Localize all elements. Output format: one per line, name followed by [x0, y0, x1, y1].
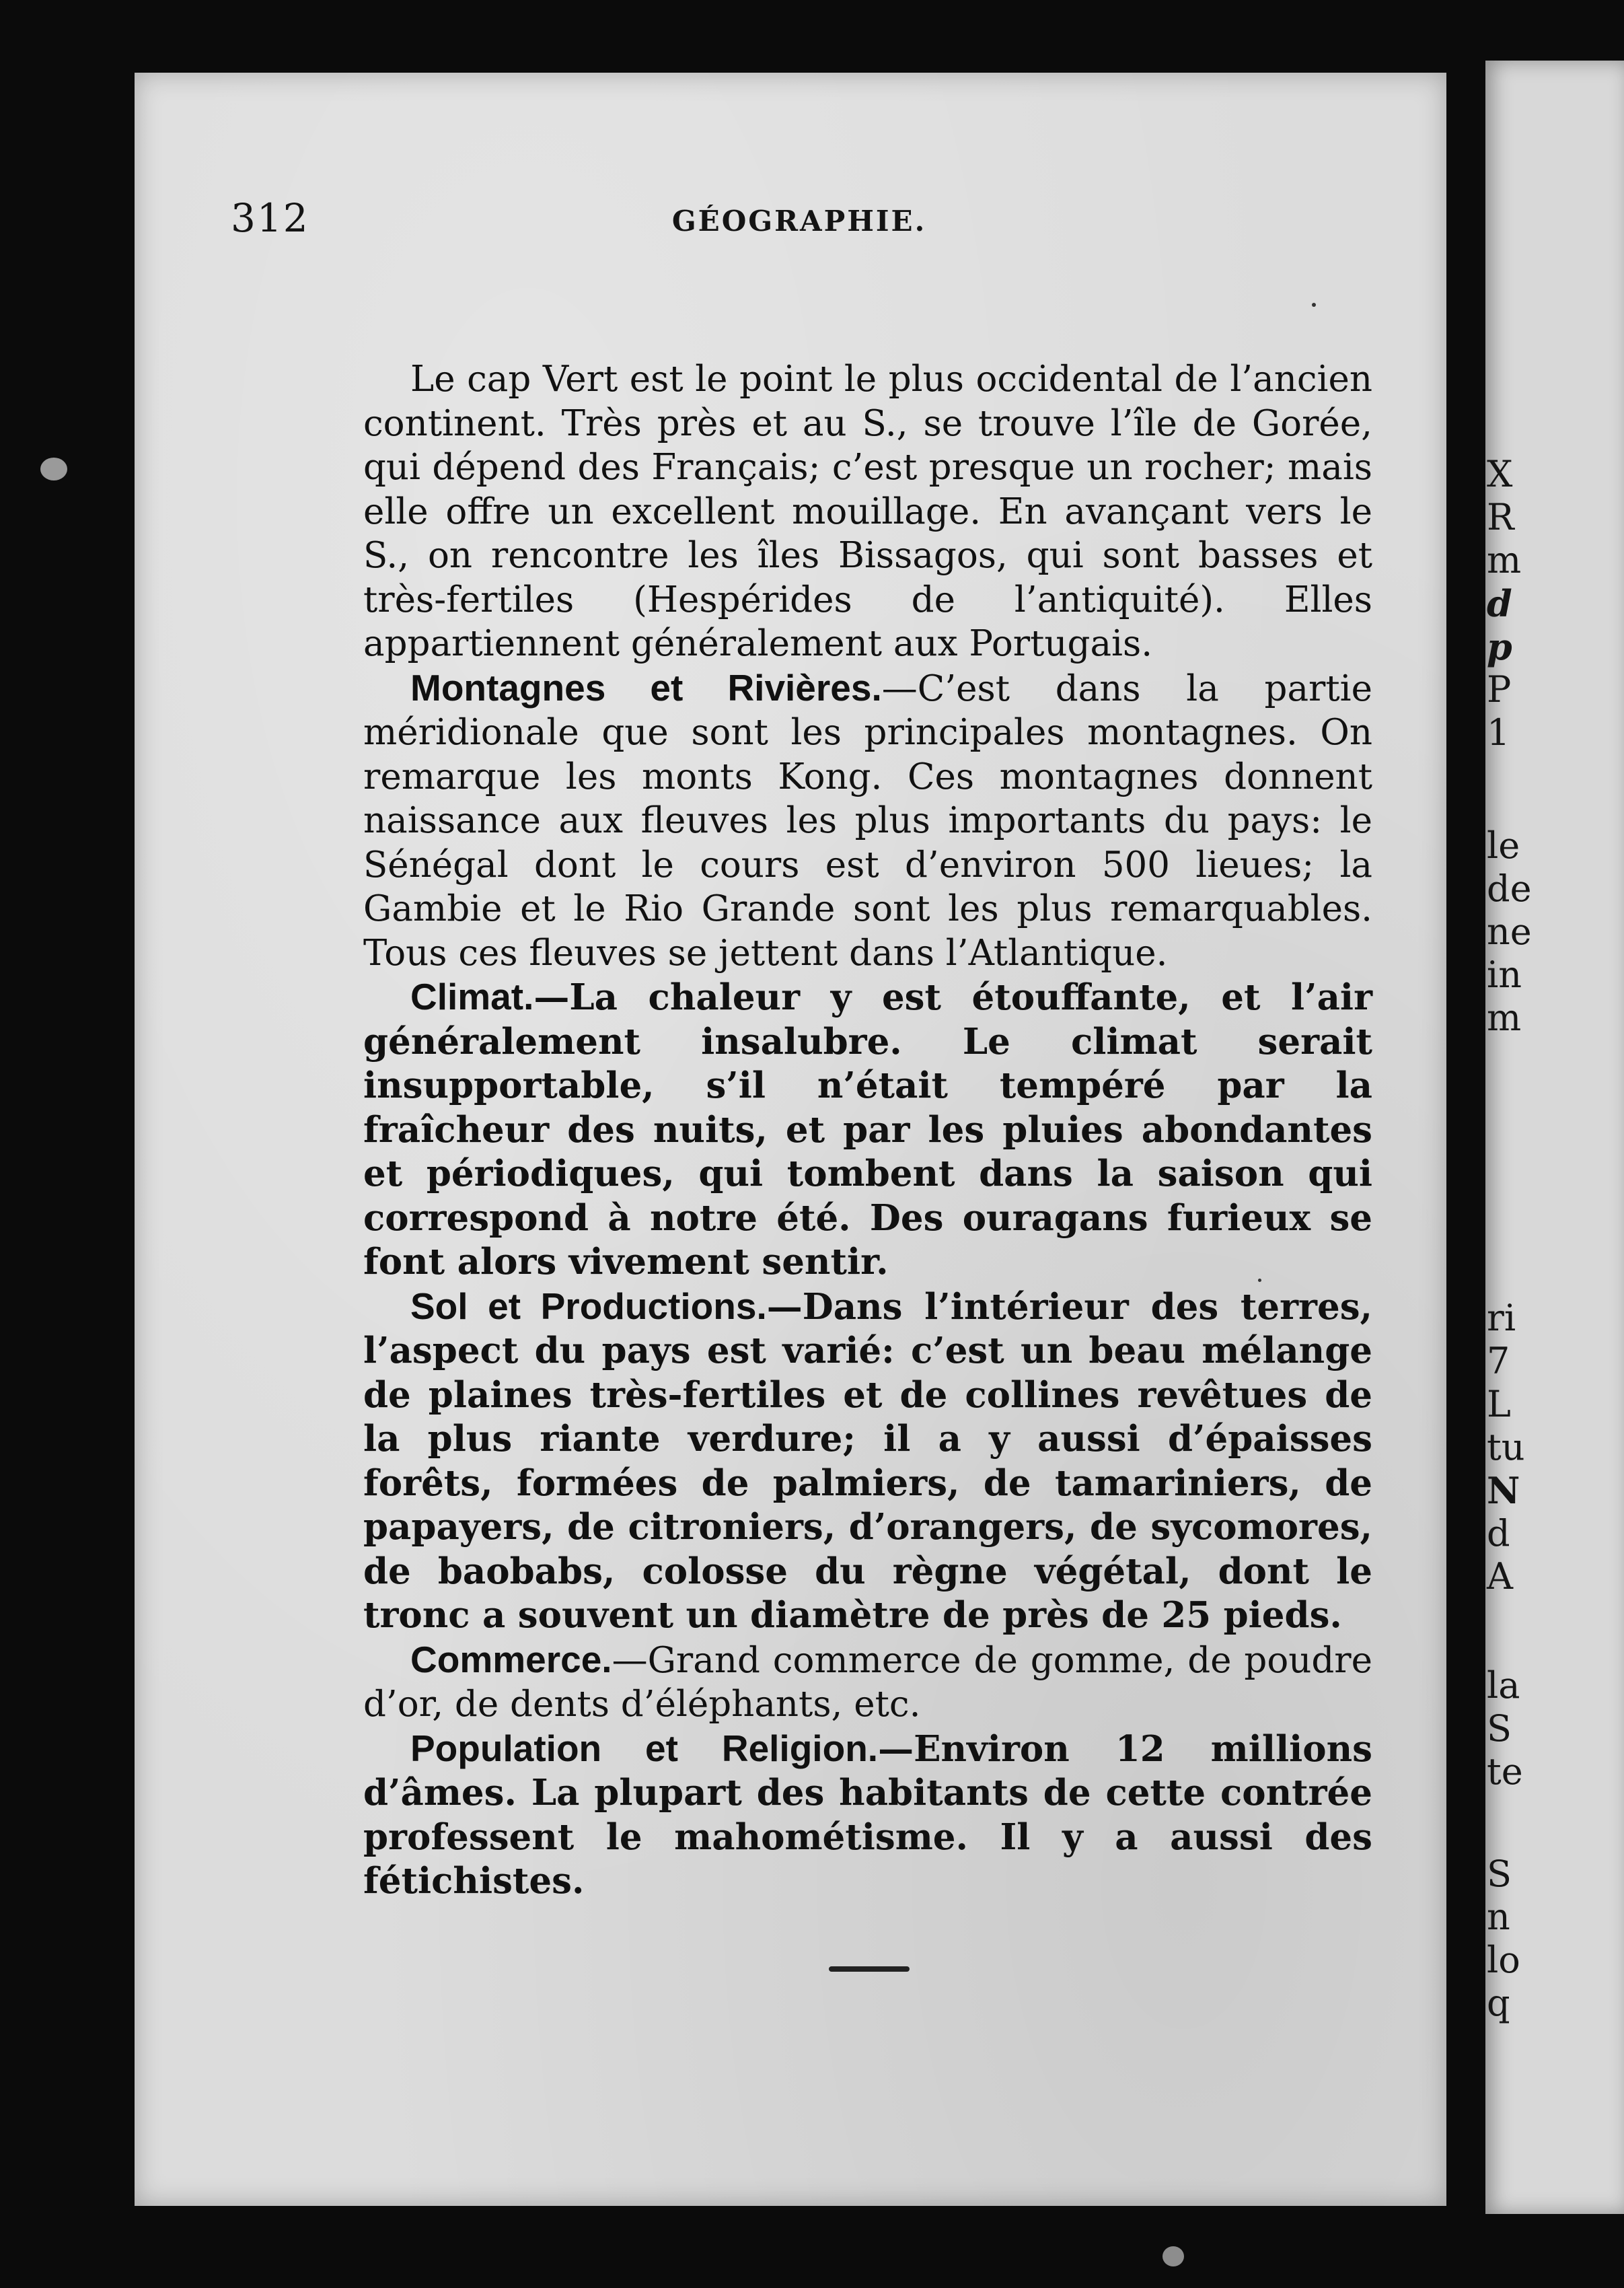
speck: [1258, 1279, 1261, 1282]
adjacent-page-fragment: P: [1487, 668, 1512, 711]
adjacent-page-fragment: n: [1487, 1896, 1510, 1938]
paragraph: [363, 975, 1372, 1285]
paragraph: [363, 1638, 1372, 1727]
adjacent-page-fragment: in: [1487, 954, 1522, 996]
adjacent-page-fragment: te: [1487, 1750, 1523, 1793]
paragraph-body: —Environ 12 millions d’âmes. La plupart des habitants de cette contrée professent le mahométisme. Il y a aussi des fétichistes.: [363, 1727, 1372, 1902]
adjacent-page-fragment: le: [1487, 824, 1520, 867]
adjacent-page-fragment: d: [1487, 1512, 1510, 1554]
adjacent-page: [1485, 61, 1624, 2214]
paragraph-heading: Climat.: [410, 976, 534, 1017]
end-rule: [829, 1966, 910, 1972]
adjacent-page-fragment: S: [1487, 1707, 1512, 1750]
adjacent-page-fragment: q: [1487, 1982, 1510, 2024]
adjacent-page-fragment: d: [1487, 582, 1512, 625]
running-head: GÉOGRAPHIE.: [671, 205, 927, 238]
paragraph-heading: Population et Religion.: [410, 1727, 879, 1769]
paragraph: [363, 666, 1372, 976]
adjacent-page-fragment: 7: [1487, 1340, 1510, 1382]
adjacent-page-fragment: N: [1487, 1469, 1520, 1512]
adjacent-page-fragment: de: [1487, 867, 1532, 910]
adjacent-page-fragment: la: [1487, 1664, 1520, 1707]
paragraph-body: —Grand commerce de gomme, de poudre d’or, de dents d’éléphants, etc.: [363, 1639, 1372, 1725]
paragraph-heading: Sol et Productions.: [410, 1285, 767, 1327]
paragraph-body: —Dans l’intérieur des terres, l’aspect du pays est varié: c’est un beau mélange de plaines très-fertiles et de collines revêtues de la plus riante verdure; il a y aussi d’épaisses forêts, formées de palmiers, de tamariniers, de papayers, de citroniers, d’orangers, de sycomores, de baobabs, colosse du règne végétal, dont le tronc a souvent un diamètre de près de 25 pieds.: [363, 1285, 1372, 1636]
paragraph: [363, 1285, 1372, 1638]
paragraph: [363, 357, 1372, 666]
speck: [1312, 303, 1316, 307]
adjacent-page-fragment: ne: [1487, 910, 1532, 953]
paragraph-body: —C’est dans la partie méridionale que sont les principales montagnes. On remarque les monts Kong. Ces montagnes donnent naissance aux fleuves les plus importants du pays: le Sénégal dont le cours est d’environ 500 lieues; la Gambie et le Rio Grande sont les plus remarquables. Tous ces fleuves se jettent dans l’Atlantique.: [363, 668, 1372, 974]
body-text: [363, 357, 1372, 1904]
paragraph-heading: Montagnes et Rivières.: [410, 666, 882, 709]
paragraph-body: —La chaleur y est étouffante, et l’air généralement insalubre. Le climat serait insupportable, s’il n’était tempéré par la fraîcheur des nuits, et par les pluies abondantes et périodiques, qui tombent dans la saison qui correspond à notre été. Des ouragans furieux se font alors vivement sentir.: [363, 976, 1372, 1283]
adjacent-page-fragment: m: [1487, 539, 1522, 581]
adjacent-page-fragment: ri: [1487, 1297, 1516, 1339]
speck: [1162, 2246, 1184, 2266]
paragraph-heading: Commerce.: [410, 1638, 612, 1680]
adjacent-page-fragment: m: [1487, 997, 1522, 1039]
adjacent-page-fragment: 1: [1487, 711, 1510, 754]
adjacent-page-fragment: A: [1487, 1555, 1513, 1598]
page-number: 312: [231, 195, 309, 241]
adjacent-page-fragment: X: [1487, 453, 1513, 495]
adjacent-page-fragment: tu: [1487, 1426, 1525, 1468]
speck: [40, 458, 67, 480]
adjacent-page-fragment: L: [1487, 1383, 1511, 1425]
adjacent-page-fragment: S: [1487, 1853, 1512, 1895]
paragraph-body: Le cap Vert est le point le plus occidental de l’ancien continent. Très près et au S., se trouve l’île de Gorée, qui dépend des Français; c’est presque un rocher; mais elle offre un excellent mouillage. En avançant vers le S., on rencontre les îles Bissagos, qui sont basses et très-fertiles (Hespérides de l’antiquité). Elles appartiennent généralement aux Portugais.: [363, 359, 1372, 664]
adjacent-page-fragment: p: [1487, 625, 1512, 668]
page-header: [231, 195, 1368, 262]
paragraph: [363, 1727, 1372, 1904]
adjacent-page-fragment: R: [1487, 496, 1514, 538]
adjacent-page-fragment: lo: [1487, 1939, 1520, 1981]
